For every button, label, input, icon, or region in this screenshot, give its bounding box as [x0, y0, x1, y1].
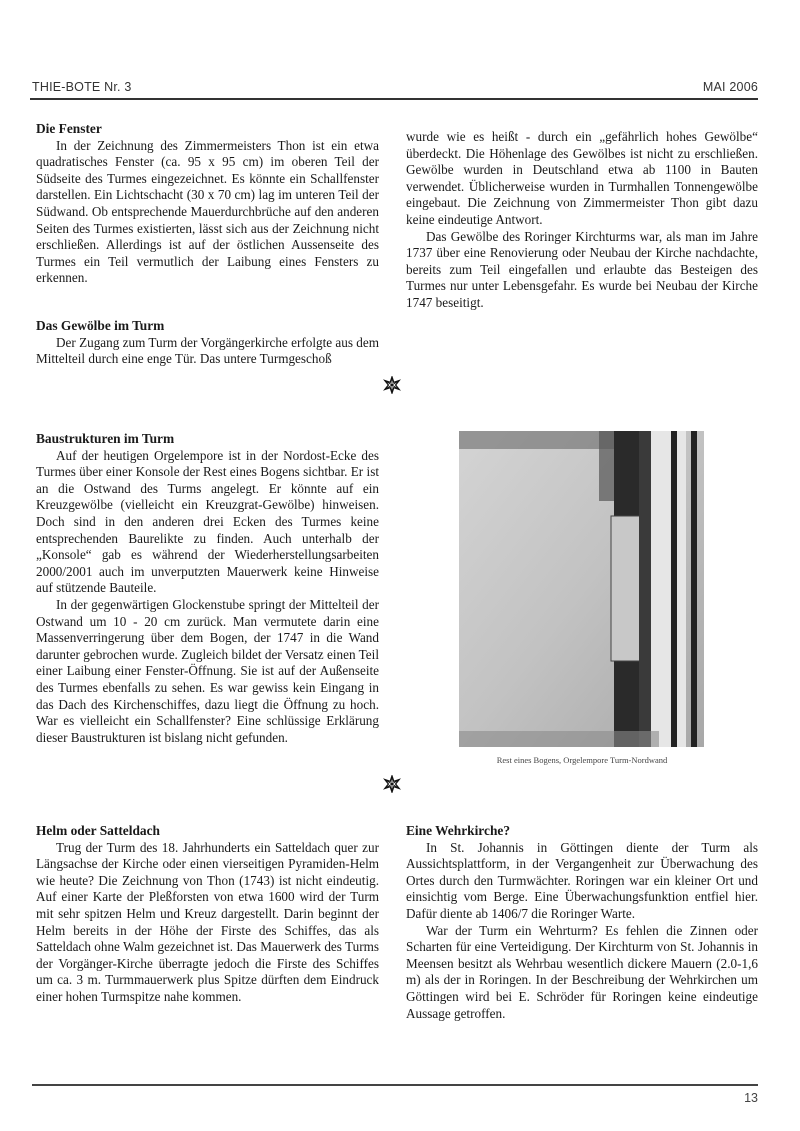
photo-caption: Rest eines Bogens, Orgelempore Turm-Nordwand [496, 755, 668, 765]
section-title: Baustrukturen im Turm [36, 431, 175, 446]
header-rule [30, 98, 758, 100]
section-title: Die Fenster [36, 121, 102, 136]
issue-date: MAI 2006 [702, 80, 758, 94]
paragraph: Der Zugang zum Turm der Vorgängerkirche erfolgte aus dem Mittelteil durch eine enge Tür. Das untere Turmgeschoß [36, 334, 380, 367]
section-title: Eine Wehrkirche? [406, 823, 511, 838]
paragraph: wurde wie es heißt - durch ein „gefährlich hohes Gewölbe“ überdeckt. Die Höhenlage des Gewölbes ist nicht zu erschließen. Gewölbe wurden in Deutschland etwa ab 1100 in Bauten verwendet. Üblicherweise wurden in Turmhallen Tonnengewölbe eingebaut. Die Zeichnung von Zimmermeister Thon gibt dazu keine eindeutige Antwort. [406, 129, 758, 227]
footer-rule [32, 1084, 758, 1086]
section-fenster [36, 121, 379, 287]
six-pointed-star-icon [383, 376, 401, 394]
paragraph: In St. Johannis in Göttingen diente der Turm als Aussichtsplattform, in der Vergangenheit zur Überwachung des Ortes durch den Turmwächter. Roringen war ein kleiner Ort und einsichtig vom Berge. Eine Überwachungsfunktion entfiel hier. Dafür diente ab 1406/7 die Roringer Warte. [406, 839, 758, 921]
section-baustrukturen [36, 431, 379, 746]
section-gewoelbe-continuation [406, 129, 758, 312]
paragraph: War der Turm ein Wehrturm? Es fehlen die Zinnen oder Scharten für eine Verteidigung. Der Kirchturm von St. Johannis in Meensen besitzt als Wehrbau wesentlich dickere Mauern (2.0-1,6 m) als der in Roringen. In der Beschreibung der Wehrkirchen um Göttingen wird bei E. Schröder für Roringen keine eindeutige Aussage getroffen. [406, 922, 758, 1021]
paragraph: Trug der Turm des 18. Jahrhunderts ein Satteldach quer zur Längsachse der Kirche oder einen vierseitigen Pyramiden-Helm wie heute? Die Zeichnung von Thon (1743) ist nicht eindeutig. Auf einer Karte der Pleßforsten von etwa 1600 wird der Turm mit sehr spitzen Helm und Kreuz dargestellt. Darin beginnt der Helm bereits in der Höhe der Firste des Schiffes, das als Satteldach ohne Walm gezeichnet ist. Das Mauerwerk des Turms der Vorgänger-Kirche überragte jedoch die Firste des Schiffes um ca. 3 m. Turmmauerwerk plus Spitze dürften dem Eindruck einer hohen Turmspitze nahe kommen. [36, 839, 379, 1004]
page-number: 13 [744, 1091, 758, 1105]
photo-image [459, 431, 704, 747]
publication-title: THIE-BOTE Nr. 3 [32, 80, 132, 94]
paragraph: Auf der heutigen Orgelempore ist in der Nordost-Ecke des Turmes über einer Konsole der Rest eines Bogens sichtbar. Er ist an die Ostwand des Turms angelegt. Er könnte auf ein Kreuzgewölbe (vielleicht ein Kreuzgrat-Gewölbe) hinweisen. Doch sind in den anderen drei Ecken des Turmes keine entsprechenden Baurelikte zu finden. Auch unterhalb der „Konsole“ gab es während der Wiederherstellungsarbeiten 2000/2001 auch im unverputzten Mauerwerk keine Hinweise auf stützende Bauteile. [36, 447, 379, 596]
section-wehrkirche [406, 823, 758, 1022]
paragraph: In der Zeichnung des Zimmermeisters Thon ist ein etwa quadratisches Fenster (ca. 95 x 95 cm) im oberen Teil der Südseite des Turmes eingezeichnet. Es könnte ein Schallfenster darstellen. Ein Lichtschacht (30 x 70 cm) lag im unteren Teil der Südwand. Ob entsprechende Mauerdurchbrüche auf den anderen Seiten des Turmes existierten, lässt sich aus der Zeichnung nicht erschließen. Allerdings ist auf der östlichen Aussenseite des Turmes ein Teil vermutlich der Laibung eines Fensters zu erkennen. [36, 137, 379, 286]
section-gewoelbe [36, 318, 379, 368]
paragraph: Das Gewölbe des Roringer Kirchturms war, als man im Jahre 1737 über eine Renovierung oder Neubau der Kirche nachdachte, bereits zum Teil eingefallen und erlaubte das Besteigen des Turmes nur unter Lebensgefahr. Es wurde bei Neubau der Kirche 1747 beseitigt. [406, 228, 758, 310]
section-title: Das Gewölbe im Turm [36, 318, 165, 333]
paragraph: In der gegenwärtigen Glockenstube springt der Mittelteil der Ostwand um 10 - 20 cm zurück. Man vermutete darin eine Massenverringerung über dem Bogen, der 1747 in die Wand darunter gebrochen wurde. Zugleich bildet der Versatz einen Teil einer Laibung einer Fenster-Öffnung. Sie ist auf der Außenseite des Turmes ebenfalls zu sehen. Es war gewiss kein Eingang in das Dach des Kirchenschiffes, dazu liegt die Öffnung zu hoch. War es vielleicht ein Schallfenster? Eine schlüssige Erklärung dieser Baustrukturen ist bislang nicht gefunden. [36, 596, 379, 745]
page-header [30, 78, 758, 98]
six-pointed-star-icon [383, 775, 401, 793]
section-helm [36, 823, 379, 1006]
photo-church-tower-wall [459, 431, 704, 747]
section-title: Helm oder Satteldach [36, 823, 160, 838]
